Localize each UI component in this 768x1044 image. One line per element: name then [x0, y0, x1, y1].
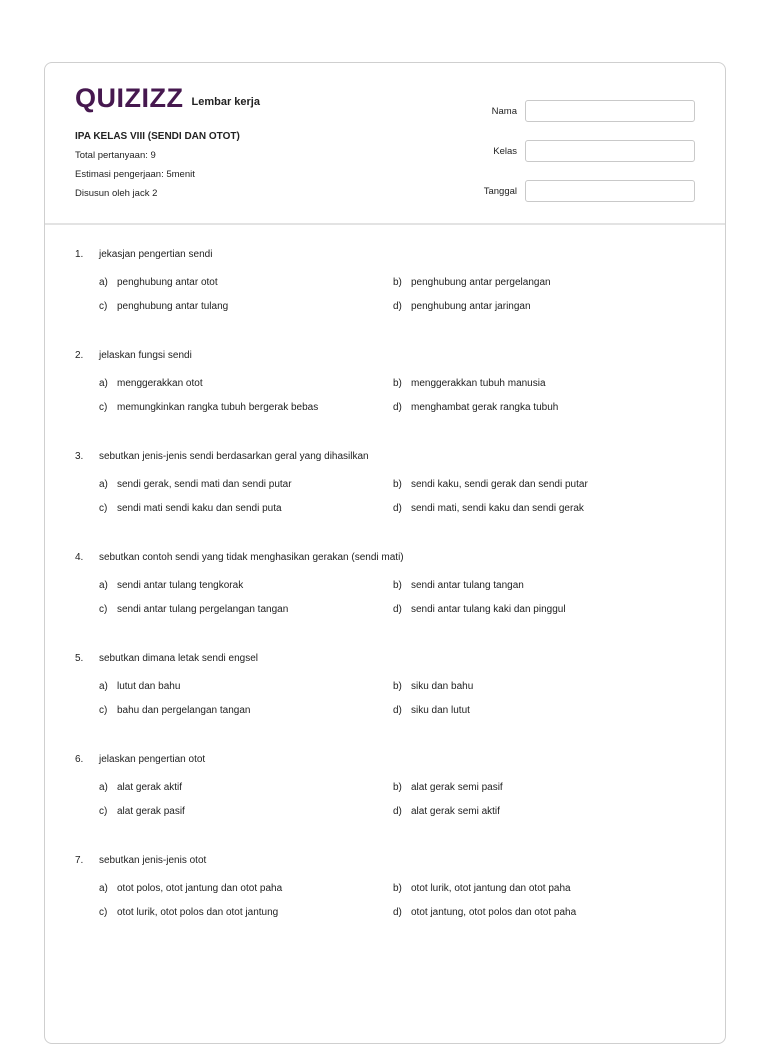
option-text: menggerakkan tubuh manusia	[411, 378, 546, 389]
class-label: Kelas	[493, 145, 517, 157]
option-text: penghubung antar otot	[117, 277, 218, 288]
answer-option[interactable]	[99, 907, 278, 918]
question-text: jekasjan pengertian sendi	[99, 248, 213, 260]
question-list	[75, 247, 705, 954]
option-text: sendi kaku, sendi gerak dan sendi putar	[411, 479, 588, 490]
option-letter: a)	[99, 782, 108, 793]
option-text: sendi mati, sendi kaku dan sendi gerak	[411, 503, 584, 514]
option-text: menggerakkan otot	[117, 378, 203, 389]
option-letter: a)	[99, 580, 108, 591]
answer-option[interactable]	[99, 604, 288, 615]
answer-option[interactable]	[393, 705, 470, 716]
question-text: sebutkan jenis-jenis sendi berdasarkan geral yang dihasilkan	[99, 450, 369, 462]
question-number: 6.	[75, 753, 84, 765]
answer-option[interactable]	[99, 883, 282, 894]
option-text: sendi antar tulang tengkorak	[117, 580, 244, 591]
option-letter: b)	[393, 580, 402, 591]
question-stem	[75, 752, 705, 766]
worksheet-title: IPA KELAS VIII (SENDI DAN OTOT)	[75, 131, 240, 142]
answer-option[interactable]	[99, 580, 243, 591]
option-text: menghambat gerak rangka tubuh	[411, 402, 559, 413]
answer-option[interactable]	[393, 604, 566, 615]
option-text: sendi antar tulang kaki dan pinggul	[411, 604, 566, 615]
option-text: bahu dan pergelangan tangan	[117, 705, 251, 716]
question-stem	[75, 651, 705, 665]
option-text: otot lurik, otot jantung dan otot paha	[411, 883, 571, 894]
option-letter: b)	[393, 479, 402, 490]
option-text: penghubung antar pergelangan	[411, 277, 551, 288]
answer-option[interactable]	[99, 782, 182, 793]
student-fields	[484, 91, 695, 211]
question-stem	[75, 348, 705, 362]
option-letter: d)	[393, 705, 402, 716]
option-text: otot lurik, otot polos dan otot jantung	[117, 907, 279, 918]
question-number: 7.	[75, 854, 84, 866]
answer-option[interactable]	[393, 479, 588, 490]
question-item	[75, 550, 705, 651]
author: Disusun oleh jack 2	[75, 188, 158, 199]
answer-option[interactable]	[393, 907, 576, 918]
option-letter: a)	[99, 378, 108, 389]
option-letter: c)	[99, 806, 108, 817]
option-text: penghubung antar jaringan	[411, 301, 531, 312]
worksheet-header	[45, 63, 725, 225]
class-field-row	[484, 131, 695, 171]
answer-option[interactable]	[99, 806, 185, 817]
option-text: sendi antar tulang tangan	[411, 580, 524, 591]
question-item	[75, 449, 705, 550]
option-text: sendi gerak, sendi mati dan sendi putar	[117, 479, 292, 490]
answer-option[interactable]	[99, 277, 218, 288]
answer-option[interactable]	[393, 277, 551, 288]
question-item	[75, 651, 705, 752]
option-letter: b)	[393, 782, 402, 793]
answer-option[interactable]	[393, 402, 558, 413]
question-stem	[75, 550, 705, 564]
question-number: 5.	[75, 652, 84, 664]
answer-option[interactable]	[393, 378, 546, 389]
answer-option[interactable]	[393, 301, 531, 312]
option-letter: c)	[99, 604, 108, 615]
answer-option[interactable]	[99, 402, 318, 413]
name-label: Nama	[491, 105, 517, 117]
option-text: lutut dan bahu	[117, 681, 181, 692]
question-text: jelaskan fungsi sendi	[99, 349, 192, 361]
answer-option[interactable]	[99, 479, 292, 490]
question-stem	[75, 853, 705, 867]
option-letter: c)	[99, 503, 108, 514]
question-item	[75, 853, 705, 954]
logo-row	[75, 85, 260, 112]
option-text: alat gerak semi pasif	[411, 782, 503, 793]
option-letter: c)	[99, 907, 108, 918]
answer-option[interactable]	[393, 503, 584, 514]
question-item	[75, 752, 705, 853]
time-estimate: Estimasi pengerjaan: 5menit	[75, 169, 195, 180]
date-field-row	[484, 171, 695, 211]
option-letter: b)	[393, 277, 402, 288]
option-letter: c)	[99, 705, 108, 716]
question-stem	[75, 449, 705, 463]
date-label: Tanggal	[483, 185, 517, 197]
question-text: jelaskan pengertian otot	[99, 753, 206, 765]
question-item	[75, 247, 705, 348]
option-text: sendi antar tulang pergelangan tangan	[117, 604, 289, 615]
option-text: memungkinkan rangka tubuh bergerak bebas	[117, 402, 319, 413]
answer-option[interactable]	[393, 883, 571, 894]
name-field[interactable]	[525, 100, 695, 122]
option-letter: b)	[393, 378, 402, 389]
answer-option[interactable]	[99, 503, 282, 514]
question-text: sebutkan contoh sendi yang tidak menghasikan gerakan (sendi mati)	[99, 551, 404, 563]
answer-option[interactable]	[99, 301, 228, 312]
option-letter: b)	[393, 883, 402, 894]
class-field[interactable]	[525, 140, 695, 162]
option-letter: d)	[393, 907, 402, 918]
option-letter: c)	[99, 402, 108, 413]
answer-option[interactable]	[393, 681, 473, 692]
answer-option[interactable]	[99, 705, 250, 716]
logo-subtitle: Lembar kerja	[191, 96, 260, 108]
answer-option[interactable]	[99, 681, 180, 692]
option-text: otot polos, otot jantung dan otot paha	[117, 883, 283, 894]
option-letter: a)	[99, 883, 108, 894]
answer-option[interactable]	[393, 580, 524, 591]
option-letter: d)	[393, 301, 402, 312]
quizizz-logo: QUIZIZZ	[75, 83, 184, 113]
date-field[interactable]	[525, 180, 695, 202]
option-text: alat gerak pasif	[117, 806, 185, 817]
question-number: 4.	[75, 551, 84, 563]
question-number: 2.	[75, 349, 84, 361]
option-text: alat gerak aktif	[117, 782, 183, 793]
option-text: penghubung antar tulang	[117, 301, 229, 312]
option-text: otot jantung, otot polos dan otot paha	[411, 907, 577, 918]
option-letter: d)	[393, 806, 402, 817]
question-item	[75, 348, 705, 449]
option-letter: d)	[393, 402, 402, 413]
question-number: 3.	[75, 450, 84, 462]
option-letter: a)	[99, 681, 108, 692]
question-text: sebutkan dimana letak sendi engsel	[99, 652, 258, 664]
option-letter: d)	[393, 604, 402, 615]
worksheet	[44, 62, 726, 1044]
option-letter: b)	[393, 681, 402, 692]
name-field-row	[484, 91, 695, 131]
answer-option[interactable]	[393, 806, 500, 817]
question-text: sebutkan jenis-jenis otot	[99, 854, 207, 866]
option-text: siku dan lutut	[411, 705, 470, 716]
answer-option[interactable]	[99, 378, 203, 389]
question-stem	[75, 247, 705, 261]
option-letter: a)	[99, 277, 108, 288]
option-text: siku dan bahu	[411, 681, 474, 692]
worksheet-meta	[75, 127, 240, 203]
option-text: sendi mati sendi kaku dan sendi puta	[117, 503, 282, 514]
option-letter: a)	[99, 479, 108, 490]
option-letter: d)	[393, 503, 402, 514]
option-text: alat gerak semi aktif	[411, 806, 500, 817]
option-letter: c)	[99, 301, 108, 312]
total-questions: Total pertanyaan: 9	[75, 150, 156, 161]
question-number: 1.	[75, 248, 84, 260]
answer-option[interactable]	[393, 782, 503, 793]
